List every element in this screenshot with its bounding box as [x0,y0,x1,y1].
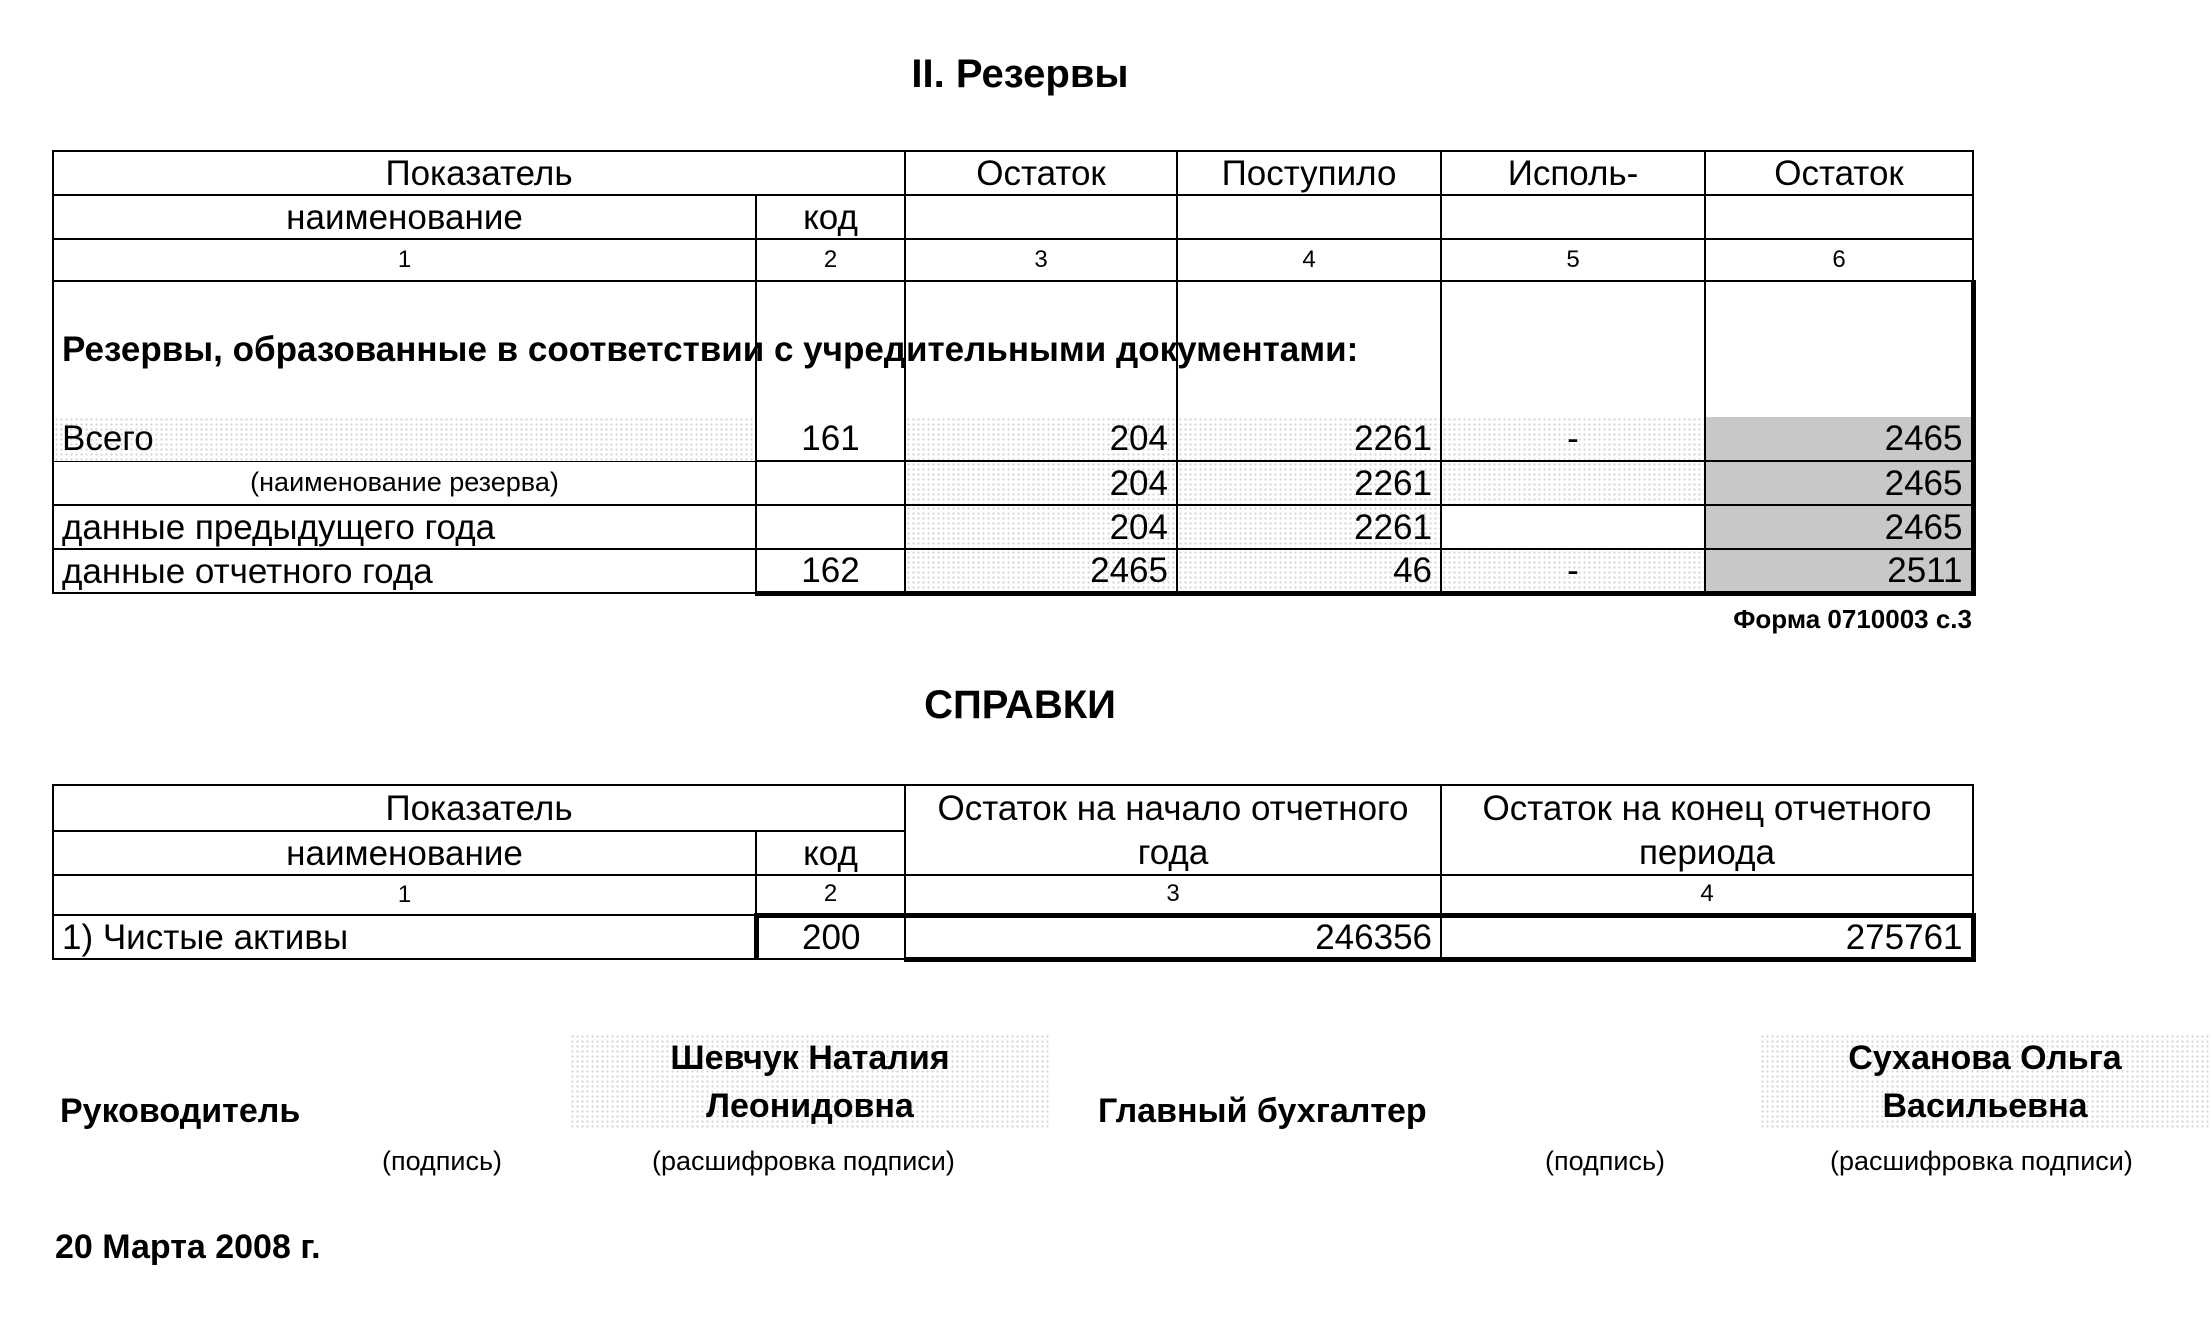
header-indicator: Показатель [53,785,905,831]
row-value-c3: 2465 [905,549,1177,593]
row-value-c4: 2261 [1177,505,1441,549]
table-row [53,461,1973,505]
col-number: 2 [756,875,905,915]
row-value-c6: 2465 [1705,417,1973,461]
table-row [53,915,1973,959]
row-value-c6: 2465 [1705,461,1973,505]
section-heading-row [53,281,1973,417]
row-code [756,505,905,549]
row-name: 1) Чистые активы [53,915,756,959]
certificates-header-row-1 [53,785,1973,831]
certificates-title: СПРАВКИ [924,683,1116,727]
form-reference: Форма 0710003 с.3 [1733,604,1972,634]
head-label: Руководитель [60,1092,301,1130]
row-value-c6: 2465 [1705,505,1973,549]
header-col3: Остаток [905,151,1177,195]
col-number: 5 [1441,239,1705,281]
row-value-c3: 204 [905,417,1177,461]
row-value-c4: 2261 [1177,461,1441,505]
head-name-line1: Шевчук Наталия [670,1039,950,1077]
col-number: 3 [905,875,1441,915]
row-value-c4: 275761 [1441,915,1973,959]
certificates-number-row [53,875,1973,915]
accountant-decode-caption: (расшифровка подписи) [1830,1146,2133,1176]
row-value-c5 [1441,505,1705,549]
accountant-signature-caption: (подпись) [1545,1146,1666,1176]
reserves-table [52,150,1976,596]
row-value-c5: - [1441,549,1705,593]
accountant-label: Главный бухгалтер [1098,1092,1427,1130]
col-number: 1 [53,239,756,281]
row-value-c4: 46 [1177,549,1441,593]
row-name: (наименование резерва) [53,461,756,505]
header-indicator: Показатель [53,151,905,195]
header-col4: Поступило [1177,151,1441,195]
header-col5: Исполь- [1441,151,1705,195]
col-number: 3 [905,239,1177,281]
row-value-c3: 204 [905,505,1177,549]
row-value-c3: 204 [905,461,1177,505]
reserves-header-row-2 [53,195,1973,239]
row-value-c4: 2261 [1177,417,1441,461]
certificates-table [52,784,1976,962]
header-col3-line1: Остаток на начало отчетного [905,785,1441,831]
row-name: Всего [53,417,756,461]
table-row [53,505,1973,549]
header-code: код [756,195,905,239]
section-heading: Резервы, образованные в соответствии с учредительными документами: [53,281,756,417]
row-value-c5: - [1441,417,1705,461]
row-code: 161 [756,417,905,461]
row-value-c5 [1441,461,1705,505]
row-code: 162 [756,549,905,593]
accountant-name [1760,1034,2210,1130]
header-col3-line2: года [905,831,1441,875]
header-name: наименование [53,195,756,239]
head-signature-caption: (подпись) [382,1146,503,1176]
table-row [53,417,1973,461]
col-number: 2 [756,239,905,281]
col-number: 4 [1177,239,1441,281]
header-col4-line1: Остаток на конец отчетного [1441,785,1973,831]
reserves-number-row [53,239,1973,281]
header-name: наименование [53,831,756,875]
header-col4-line2: периода [1441,831,1973,875]
reserves-title: II. Резервы [911,52,1129,96]
row-code: 200 [756,915,905,959]
row-code [756,461,905,505]
row-value-c3: 246356 [905,915,1441,959]
head-decode-caption: (расшифровка подписи) [652,1146,955,1176]
table-row [53,549,1973,593]
head-name [570,1034,1050,1130]
col-number: 1 [53,875,756,915]
row-name: данные предыдущего года [53,505,756,549]
certificates-header-row-2 [53,831,1973,875]
row-value-c6: 2511 [1705,549,1973,593]
col-number: 6 [1705,239,1973,281]
document-date: 20 Марта 2008 г. [55,1228,321,1266]
header-col6: Остаток [1705,151,1973,195]
reserves-header-row-1 [53,151,1973,195]
accountant-name-line1: Суханова Ольга [1848,1039,2122,1077]
head-name-line2: Леонидовна [706,1087,914,1125]
accountant-name-line2: Васильевна [1882,1087,2088,1125]
col-number: 4 [1441,875,1973,915]
header-code: код [756,831,905,875]
row-name: данные отчетного года [53,549,756,593]
